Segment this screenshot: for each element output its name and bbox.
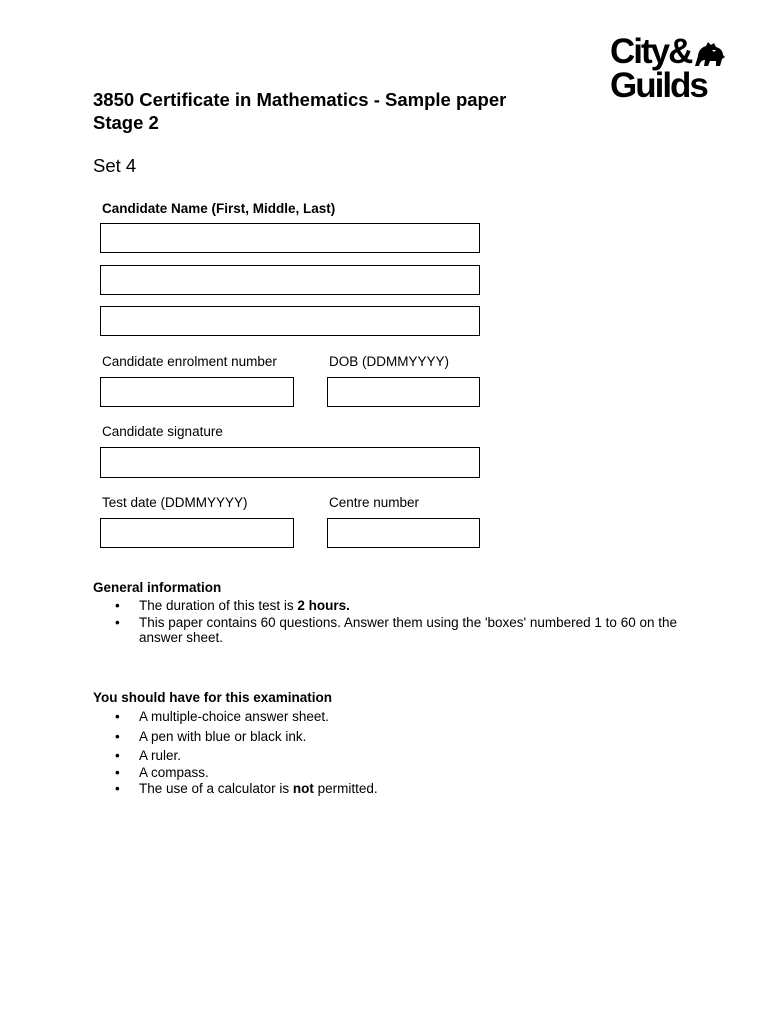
calculator-text-pre: The use of a calculator is bbox=[139, 781, 293, 796]
list-item bbox=[93, 598, 683, 614]
questions-text: This paper contains 60 questions. Answer them using the 'boxes' numbered 1 to 60 on the answer sheet. bbox=[139, 614, 677, 645]
candidate-name-label: Candidate Name (First, Middle, Last) bbox=[102, 201, 336, 216]
paper-title-line-2: Stage 2 bbox=[93, 112, 159, 133]
general-information-list bbox=[93, 598, 683, 646]
candidate-last-name-field[interactable] bbox=[100, 306, 480, 336]
candidate-middle-name-field[interactable] bbox=[100, 265, 480, 295]
candidate-first-name-field[interactable] bbox=[100, 223, 480, 253]
lion-icon bbox=[692, 40, 726, 68]
paper-title bbox=[93, 88, 506, 134]
general-information-heading: General information bbox=[93, 580, 222, 595]
compass-text: A compass. bbox=[139, 764, 209, 780]
paper-title-line-1: 3850 Certificate in Mathematics - Sample paper bbox=[93, 89, 507, 110]
duration-value: 2 hours. bbox=[297, 598, 350, 613]
answer-sheet-text: A multiple-choice answer sheet. bbox=[139, 709, 329, 724]
ruler-text: A ruler. bbox=[139, 748, 182, 763]
dob-field[interactable] bbox=[327, 377, 480, 407]
candidate-signature-field[interactable] bbox=[100, 447, 480, 478]
list-item bbox=[93, 729, 683, 745]
bullet-icon: • bbox=[115, 709, 120, 724]
logo-text-line-2: Guilds bbox=[610, 66, 707, 105]
centre-number-label: Centre number bbox=[329, 495, 420, 510]
set-number: Set 4 bbox=[93, 155, 137, 176]
test-date-field[interactable] bbox=[100, 518, 294, 548]
enrolment-number-label: Candidate enrolment number bbox=[102, 354, 277, 369]
bullet-icon: • bbox=[115, 614, 120, 630]
city-and-guilds-logo bbox=[610, 32, 728, 104]
bullet-icon: • bbox=[115, 748, 120, 763]
bullet-icon: • bbox=[115, 781, 120, 796]
bullet-icon: • bbox=[115, 598, 120, 613]
materials-heading: You should have for this examination bbox=[93, 690, 333, 705]
dob-label: DOB (DDMMYYYY) bbox=[329, 354, 450, 369]
bullet-icon: • bbox=[115, 764, 120, 780]
pen-text: A pen with blue or black ink. bbox=[139, 728, 307, 744]
duration-text: The duration of this test is bbox=[139, 598, 298, 613]
list-item bbox=[93, 781, 683, 797]
calculator-text-post: permitted. bbox=[313, 781, 378, 796]
candidate-signature-label: Candidate signature bbox=[102, 424, 223, 439]
bullet-icon: • bbox=[115, 728, 120, 744]
test-date-label: Test date (DDMMYYYY) bbox=[102, 495, 248, 510]
list-item bbox=[93, 748, 683, 764]
enrolment-number-field[interactable] bbox=[100, 377, 294, 407]
materials-list bbox=[93, 709, 683, 797]
list-item bbox=[93, 765, 683, 781]
list-item bbox=[93, 615, 683, 646]
list-item bbox=[93, 709, 683, 725]
centre-number-field[interactable] bbox=[327, 518, 480, 548]
logo-text-line-1: City& bbox=[610, 32, 692, 71]
calculator-text-emphasis: not bbox=[292, 781, 314, 796]
